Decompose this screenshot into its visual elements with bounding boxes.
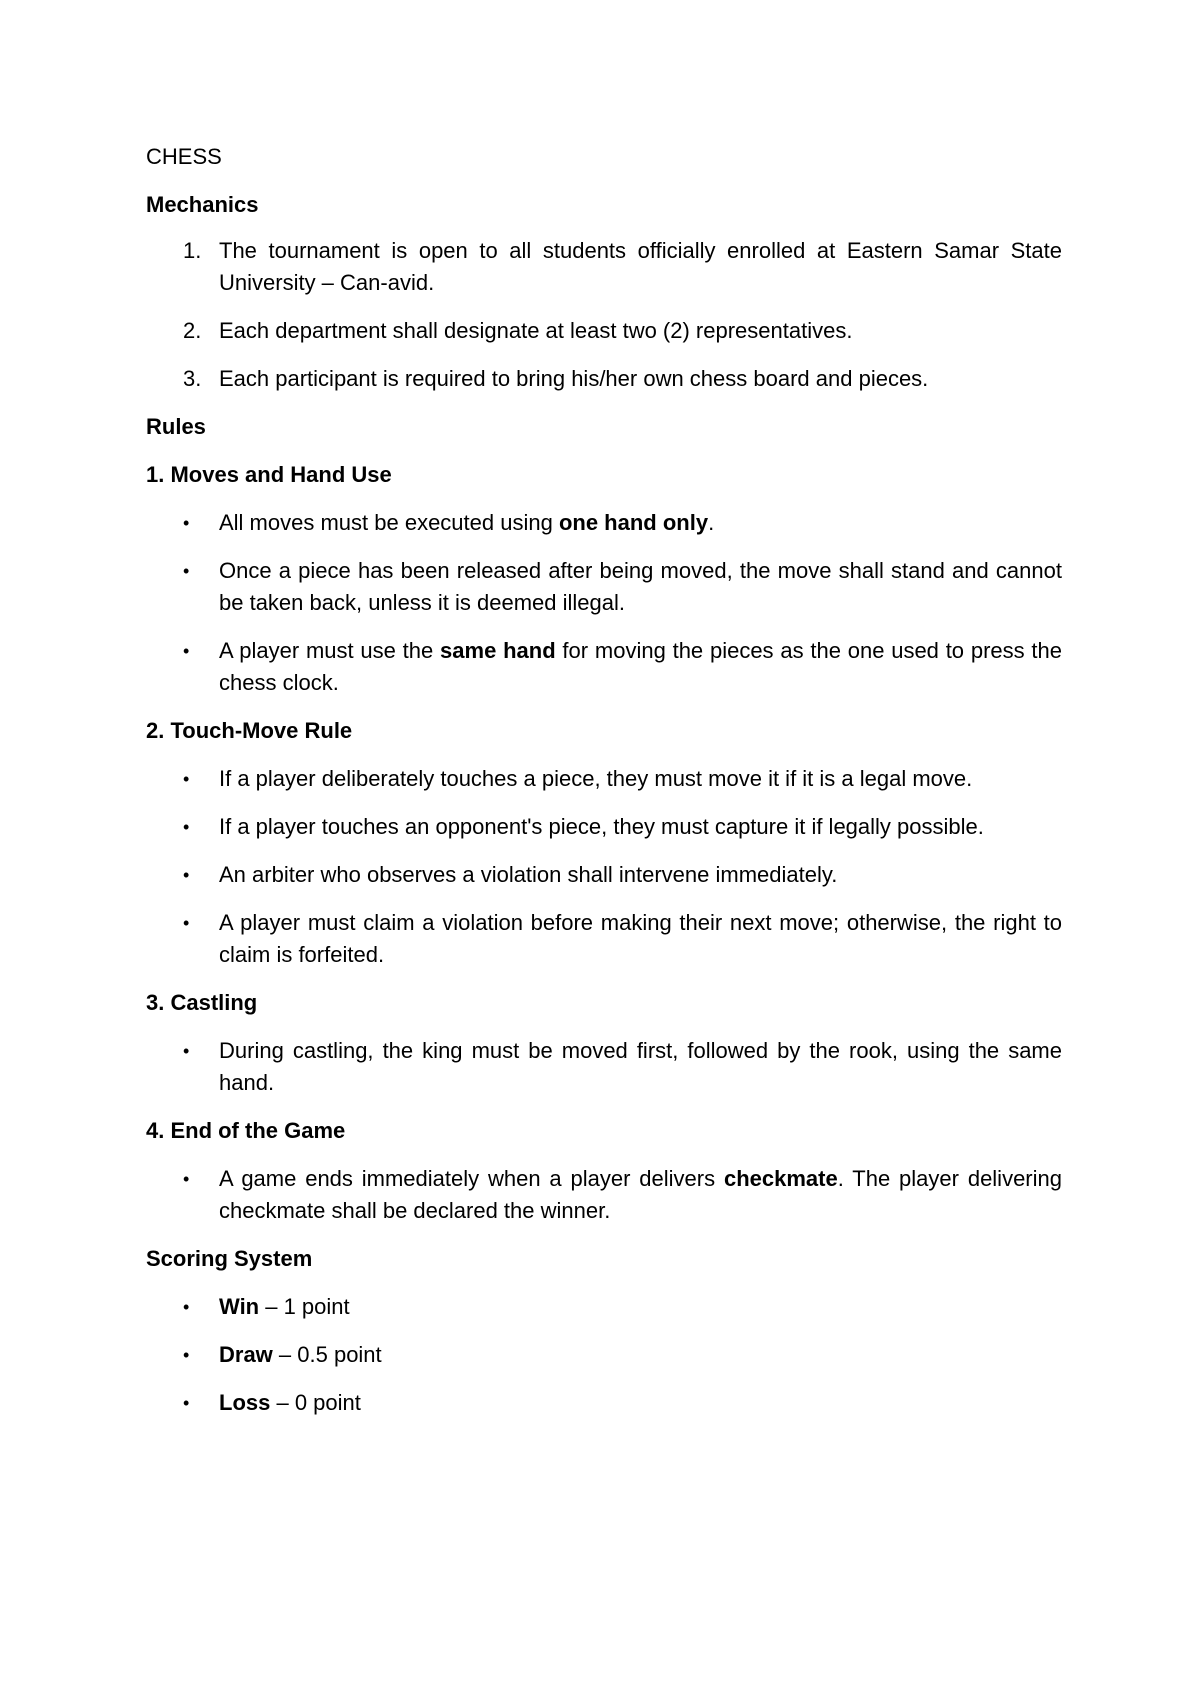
emphasis-text: one hand only	[558, 510, 709, 535]
score-value: – 1 point	[259, 1294, 350, 1319]
list-number: 3.	[183, 366, 202, 391]
text-segment: A game ends immediately when a player delivers	[219, 1166, 724, 1191]
bullet-icon: •	[183, 1393, 190, 1413]
list-item	[146, 507, 1062, 539]
bullet-icon: •	[183, 817, 190, 837]
list-number: 1.	[183, 238, 202, 263]
text-segment: .	[708, 510, 715, 535]
bullet-icon: •	[183, 1041, 190, 1061]
score-label: Loss	[219, 1390, 271, 1415]
bullet-icon: •	[183, 561, 190, 581]
list-item	[146, 1339, 1062, 1371]
list-item-text: Once a piece has been released after being moved, the move shall stand and cannot be taken back, unless it is deemed illegal.	[219, 558, 1062, 615]
list-item-text: The tournament is open to all students officially enrolled at Eastern Samar State University – Can-avid.	[219, 238, 1062, 295]
text-segment: A player must use the	[219, 638, 441, 663]
text-segment: . The player delivering checkmate shall be declared the winner.	[219, 1166, 1062, 1223]
list-item-text: If a player touches an opponent's piece, they must capture it if legally possible.	[219, 814, 984, 839]
score-label: Win	[219, 1294, 260, 1319]
mechanics-heading: Mechanics	[146, 192, 259, 217]
rules-section-touch-move-list	[146, 763, 1062, 971]
rules-section-moves-heading: 1. Moves and Hand Use	[146, 462, 392, 487]
bullet-icon: •	[183, 865, 190, 885]
bullet-icon: •	[183, 769, 190, 789]
list-item	[146, 555, 1062, 619]
bullet-icon: •	[183, 641, 190, 661]
rules-section-end-game-list	[146, 1163, 1062, 1227]
list-item-text: During castling, the king must be moved first, followed by the rook, using the same hand.	[219, 1038, 1062, 1095]
list-item-text: An arbiter who observes a violation shall intervene immediately.	[219, 862, 838, 887]
list-item	[146, 635, 1062, 699]
list-item	[146, 1035, 1062, 1099]
list-item	[146, 1163, 1062, 1227]
document-page	[146, 141, 1062, 1435]
scoring-list	[146, 1291, 1062, 1419]
score-label: Draw	[219, 1342, 273, 1367]
emphasis-text: same hand	[440, 638, 556, 663]
list-item-text: If a player deliberately touches a piece, they must move it if it is a legal move.	[219, 766, 973, 791]
list-item-text: Each participant is required to bring his/her own chess board and pieces.	[219, 366, 929, 391]
text-segment: for moving the pieces as the one used to press the chess clock.	[219, 638, 1062, 695]
list-item	[146, 763, 1062, 795]
rules-section-castling-list	[146, 1035, 1062, 1099]
mechanics-list	[146, 235, 1062, 395]
list-item	[146, 859, 1062, 891]
rules-section-touch-move-heading: 2. Touch-Move Rule	[146, 718, 353, 743]
text-segment: All moves must be executed using	[219, 510, 559, 535]
score-value: – 0 point	[270, 1390, 361, 1415]
list-item	[146, 1387, 1062, 1419]
rules-section-castling-heading: 3. Castling	[146, 990, 258, 1015]
list-item	[146, 315, 1062, 347]
bullet-icon: •	[183, 1345, 190, 1365]
list-item	[146, 235, 1062, 299]
list-number: 2.	[183, 318, 202, 343]
rules-section-moves-list	[146, 507, 1062, 699]
rules-section-end-game-heading: 4. End of the Game	[146, 1118, 346, 1143]
list-item	[146, 811, 1062, 843]
bullet-icon: •	[183, 1169, 190, 1189]
scoring-heading: Scoring System	[146, 1246, 313, 1271]
list-item	[146, 1291, 1062, 1323]
emphasis-text: checkmate	[723, 1166, 838, 1191]
list-item	[146, 363, 1062, 395]
bullet-icon: •	[183, 1297, 190, 1317]
list-item-text: A player must claim a violation before making their next move; otherwise, the right to claim is forfeited.	[219, 910, 1062, 967]
bullet-icon: •	[183, 913, 190, 933]
list-item-text: Each department shall designate at least two (2) representatives.	[219, 318, 853, 343]
bullet-icon: •	[183, 513, 190, 533]
list-item	[146, 907, 1062, 971]
score-value: – 0.5 point	[272, 1342, 382, 1367]
document-title: CHESS	[146, 144, 222, 169]
rules-heading: Rules	[146, 414, 206, 439]
